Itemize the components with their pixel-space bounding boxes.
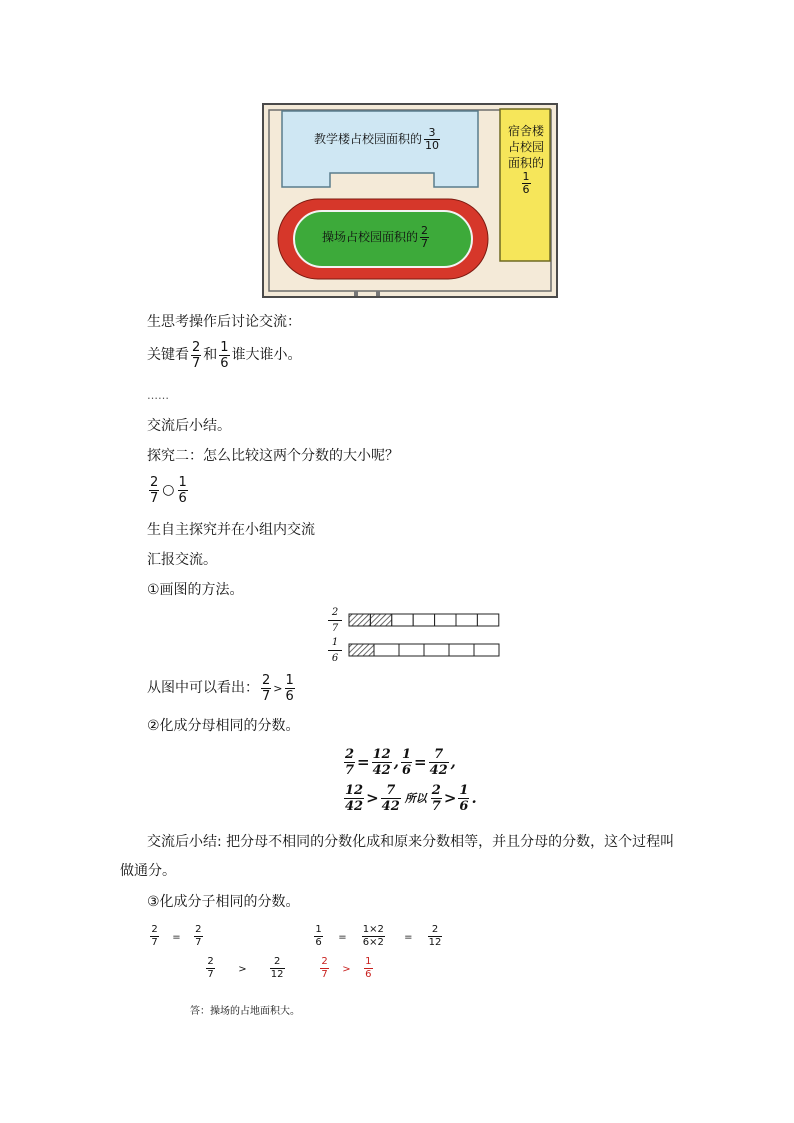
ellipsis: ……: [147, 389, 169, 402]
common-numerator-row-2-left: $\frac{2}{7}$ > $\frac{2}{12}$: [207, 956, 284, 980]
bar-cell: [392, 614, 413, 626]
bar-cell-shaded: [349, 644, 374, 656]
bar-cell: [399, 644, 424, 656]
report-line: 汇报交流。: [147, 552, 217, 568]
summary-1: 交流后小结。: [147, 418, 231, 434]
playground-label: 操场占校园面积的 $\frac{2}{7}$: [322, 224, 429, 250]
answer-line: 答：操场的占地面积大。: [190, 1006, 300, 1017]
summary-2-line-1: 交流后小结: 把分母不相同的分数化成和原来分数相等，并且分母的分数，这个过程叫: [147, 834, 675, 850]
bar-strip-seven: [348, 612, 502, 628]
bar-cell: [413, 614, 434, 626]
common-numerator-row-1-right: $\frac{1}{6}$ = $\frac{1\times 2}{6\times 2}$ = $\frac{2}{12}$: [315, 924, 442, 948]
key-line: 关键看 $\frac{2}{7}$ 和 $\frac{1}{6}$ 谁大谁小。: [147, 339, 302, 371]
bar-cell: [456, 614, 477, 626]
method-1-heading: ①画图的方法。: [147, 582, 244, 598]
common-numerator-row-1-left: $\frac{2}{7}$ = $\frac{2}{7}$: [151, 924, 202, 948]
discuss-line: 生思考操作后讨论交流：: [147, 314, 301, 330]
summary-2-line-2: 做通分。: [120, 863, 176, 879]
compare-expression: $\frac{2}{7}$ ○ $\frac{1}{6}$: [150, 474, 187, 506]
see-from-chart-line: 从图中可以看出： $\frac{2}{7}$ > $\frac{1}{6}$: [147, 672, 294, 704]
bar-diagram: [326, 606, 502, 664]
explore-2-heading: 探究二：怎么比较这两个分数的大小呢？: [147, 448, 399, 464]
bar-cell: [374, 644, 399, 656]
bar-cell: [435, 614, 456, 626]
teaching-building-label: 教学楼占校园面积的 $\frac{3}{10}$: [314, 126, 440, 152]
self-explore-line: 生自主探究并在小组内交流: [147, 522, 315, 538]
bar-cell-shaded: [370, 614, 391, 626]
method-2-heading: ②化成分母相同的分数。: [147, 718, 300, 734]
bar-cell: [477, 614, 498, 626]
bar-cell: [449, 644, 474, 656]
bar-row-two-sevenths: $\frac{2}{7}$: [326, 606, 502, 634]
bar-strip-six: [348, 642, 502, 658]
common-numerator-row-2-right: $\frac{2}{7}$ > $\frac{1}{6}$: [321, 956, 372, 980]
common-denominator-work: $\frac{2}{7}$ = $\frac{12}{42}$ , $\frac{1}{6}$ = $\frac{7}{42}$ , $\frac{12}{42}$ > $\frac{7}{42}$ 所以 $\frac{2}{7}$ > $\frac{1}{6}$ .: [345, 746, 477, 814]
dormitory-label: 宿舍楼 占校园 面积的 $\frac{1}{6}$: [507, 124, 544, 196]
bar-row-one-sixth: $\frac{1}{6}$: [326, 636, 502, 664]
campus-map: [262, 103, 558, 298]
method-3-heading: ③化成分子相同的分数。: [147, 894, 300, 910]
bar-cell-shaded: [349, 614, 370, 626]
bar-cell: [474, 644, 499, 656]
compare-circle: ○: [162, 482, 175, 498]
bar-cell: [424, 644, 449, 656]
